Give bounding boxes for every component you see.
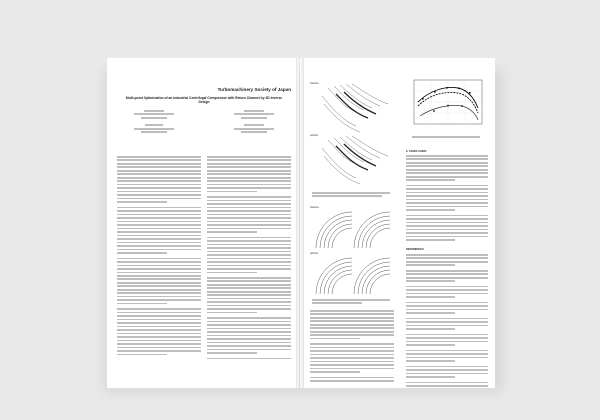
text-line	[207, 352, 257, 354]
text-line	[117, 201, 167, 203]
fig-b-label-baseline: baseline	[310, 206, 319, 209]
text-line	[406, 176, 488, 178]
text-line	[117, 194, 201, 196]
text-line	[207, 210, 291, 212]
author-block-left	[129, 110, 179, 135]
text-line	[406, 286, 488, 288]
text-line	[117, 303, 167, 305]
text-line	[207, 298, 291, 300]
text-line	[207, 187, 291, 189]
right-column-1	[310, 310, 394, 384]
blade-contour-svg	[310, 82, 396, 190]
text-line	[406, 385, 488, 387]
text-line	[207, 265, 291, 267]
text-line	[207, 170, 291, 172]
text-line	[207, 231, 257, 233]
text-line	[117, 245, 201, 247]
text-line	[310, 324, 394, 326]
text-line	[406, 353, 488, 355]
text-line	[406, 254, 488, 256]
text-line	[406, 312, 455, 314]
text-line	[117, 224, 201, 226]
fig-a-label-baseline: baseline	[310, 82, 319, 85]
text-line	[406, 206, 488, 208]
text-line	[207, 247, 291, 249]
text-line	[117, 282, 201, 284]
text-line	[117, 268, 201, 270]
conclusion-heading: 6. CONCLUSION	[406, 150, 427, 153]
text-line	[117, 235, 201, 237]
text-line	[310, 361, 394, 363]
text-line	[117, 180, 201, 182]
text-line	[207, 312, 257, 314]
text-line	[310, 350, 394, 352]
figure-blade-contours	[310, 82, 396, 190]
text-line	[207, 196, 291, 198]
text-line	[117, 242, 201, 244]
text-line	[310, 364, 394, 366]
text-line	[117, 228, 201, 230]
text-line	[207, 324, 291, 326]
text-line	[207, 305, 291, 307]
text-line	[406, 305, 488, 307]
text-line	[406, 172, 488, 174]
left-column-2	[207, 156, 291, 361]
text-line	[406, 225, 488, 227]
text-line	[406, 192, 488, 194]
text-line	[117, 308, 201, 310]
text-line	[310, 331, 394, 333]
text-line	[117, 278, 201, 280]
text-line	[310, 338, 360, 340]
performance-map-svg	[406, 78, 486, 134]
text-line	[117, 315, 201, 317]
text-line	[406, 195, 488, 197]
text-line	[117, 333, 201, 335]
text-line	[406, 229, 488, 231]
text-line	[207, 221, 291, 223]
text-line	[310, 354, 394, 356]
text-line	[117, 249, 201, 251]
text-line	[406, 293, 488, 295]
text-line	[117, 354, 167, 356]
text-line	[406, 309, 488, 311]
text-line	[406, 334, 488, 336]
text-line	[207, 214, 291, 216]
text-line	[117, 198, 201, 200]
text-line	[207, 184, 291, 186]
text-line	[117, 275, 201, 277]
text-line	[117, 184, 201, 186]
text-line	[207, 156, 291, 158]
text-line	[406, 296, 455, 298]
text-line	[310, 377, 394, 379]
text-line	[406, 360, 455, 362]
society-name: Turbomachinery Society of Japan	[217, 87, 291, 92]
text-line	[207, 166, 291, 168]
text-line	[207, 280, 291, 282]
text-line	[207, 224, 291, 226]
text-line	[207, 240, 291, 242]
text-line	[207, 272, 257, 274]
text-line	[117, 289, 201, 291]
text-line	[406, 318, 488, 320]
text-line	[117, 163, 201, 165]
text-line	[117, 159, 201, 161]
text-line	[406, 357, 488, 359]
text-line	[117, 231, 201, 233]
text-line	[406, 162, 488, 164]
text-line	[117, 191, 201, 193]
text-line	[117, 217, 201, 219]
text-line	[207, 284, 291, 286]
text-line	[117, 170, 201, 172]
text-line	[207, 217, 291, 219]
text-line	[406, 373, 488, 375]
text-line	[207, 358, 291, 360]
text-line	[406, 280, 455, 282]
text-line	[117, 312, 201, 314]
text-line	[406, 302, 488, 304]
text-line	[310, 327, 394, 329]
text-line	[207, 301, 291, 303]
book-gutter	[296, 58, 304, 388]
text-line	[207, 261, 291, 263]
text-line	[117, 166, 201, 168]
text-line	[207, 321, 291, 323]
text-line	[117, 221, 201, 223]
text-line	[406, 261, 488, 263]
text-line	[207, 159, 291, 161]
text-line	[207, 345, 291, 347]
left-column-1	[117, 156, 201, 359]
text-line	[207, 237, 291, 239]
text-line	[117, 258, 201, 260]
text-line	[310, 334, 394, 336]
text-line	[406, 218, 488, 220]
text-line	[117, 329, 201, 331]
text-line	[117, 265, 201, 267]
text-line	[406, 369, 488, 371]
text-line	[406, 188, 488, 190]
text-line	[117, 272, 201, 274]
text-line	[207, 335, 291, 337]
right-column-2-references	[406, 254, 488, 388]
author-block-right	[229, 110, 279, 135]
text-line	[207, 291, 291, 293]
text-line	[406, 215, 488, 217]
text-line	[406, 155, 488, 157]
return-channel-svg	[310, 206, 396, 296]
text-line	[117, 156, 201, 158]
references-heading: REFERENCES	[406, 248, 424, 251]
text-line	[406, 209, 455, 211]
text-line	[406, 273, 488, 275]
text-line	[117, 214, 201, 216]
text-line	[406, 366, 488, 368]
fig-a-label-optimal: optimal	[310, 134, 318, 137]
text-line	[207, 294, 291, 296]
text-line	[406, 341, 488, 343]
text-line	[117, 350, 201, 352]
text-line	[207, 287, 291, 289]
text-line	[406, 199, 488, 201]
text-line	[117, 238, 201, 240]
text-line	[310, 347, 394, 349]
text-line	[117, 187, 201, 189]
text-line	[207, 177, 291, 179]
text-line	[117, 299, 201, 301]
text-line	[117, 285, 201, 287]
text-line	[117, 322, 201, 324]
text-line	[406, 185, 488, 187]
text-line	[117, 210, 201, 212]
text-line	[207, 254, 291, 256]
text-line	[406, 158, 488, 160]
text-line	[406, 239, 455, 241]
text-line	[207, 268, 291, 270]
text-line	[117, 343, 201, 345]
text-line	[207, 277, 291, 279]
text-line	[310, 368, 394, 370]
text-line	[310, 313, 394, 315]
fig-b-label-optimal: optimal	[310, 252, 318, 255]
text-line	[207, 228, 291, 230]
text-line	[117, 347, 201, 349]
text-line	[117, 319, 201, 321]
text-line	[406, 257, 488, 259]
text-line	[406, 264, 455, 266]
text-line	[117, 336, 201, 338]
text-line	[310, 380, 394, 382]
text-line	[117, 207, 201, 209]
text-line	[117, 326, 201, 328]
text-line	[207, 338, 291, 340]
text-line	[117, 340, 201, 342]
text-line	[117, 252, 167, 254]
text-line	[406, 350, 488, 352]
text-line	[406, 165, 488, 167]
text-line	[406, 321, 488, 323]
text-line	[207, 251, 291, 253]
text-line	[207, 317, 291, 319]
text-line	[406, 382, 488, 384]
text-line	[207, 308, 291, 310]
text-line	[406, 169, 488, 171]
text-line	[406, 232, 488, 234]
text-line	[406, 328, 455, 330]
text-line	[117, 177, 201, 179]
text-line	[406, 337, 488, 339]
text-line	[207, 258, 291, 260]
text-line	[207, 328, 291, 330]
left-page	[107, 58, 299, 388]
text-line	[406, 325, 488, 327]
text-line	[207, 200, 291, 202]
text-line	[310, 317, 394, 319]
figure-a-caption-lines	[312, 192, 392, 199]
text-line	[207, 191, 257, 193]
text-line	[207, 331, 291, 333]
text-line	[207, 180, 291, 182]
text-line	[207, 203, 291, 205]
text-line	[406, 202, 488, 204]
text-line	[310, 371, 360, 373]
text-line	[207, 349, 291, 351]
text-line	[310, 343, 394, 345]
text-line	[207, 244, 291, 246]
text-line	[117, 173, 201, 175]
right-page	[300, 58, 495, 388]
text-line	[310, 357, 394, 359]
paper-title: Multi-point Optimization of an Industrial Centrifugal Compressor with Return Channel by 3D Inverse Design	[125, 96, 283, 105]
figure-map-caption-lines	[412, 136, 482, 139]
figure-performance-map	[406, 78, 486, 134]
text-line	[406, 222, 488, 224]
text-line	[117, 296, 201, 298]
figure-return-channel	[310, 206, 396, 296]
text-line	[207, 207, 291, 209]
text-line	[310, 320, 394, 322]
right-column-2-conclusion	[406, 155, 488, 245]
text-line	[207, 342, 291, 344]
text-line	[207, 163, 291, 165]
text-line	[310, 310, 394, 312]
text-line	[406, 270, 488, 272]
text-line	[406, 289, 488, 291]
figure-b-caption-lines	[312, 299, 392, 306]
text-line	[117, 261, 201, 263]
text-line	[406, 344, 455, 346]
text-line	[406, 277, 488, 279]
text-line	[207, 173, 291, 175]
text-line	[406, 179, 455, 181]
text-line	[406, 376, 455, 378]
text-line	[117, 292, 201, 294]
text-line	[406, 236, 488, 238]
